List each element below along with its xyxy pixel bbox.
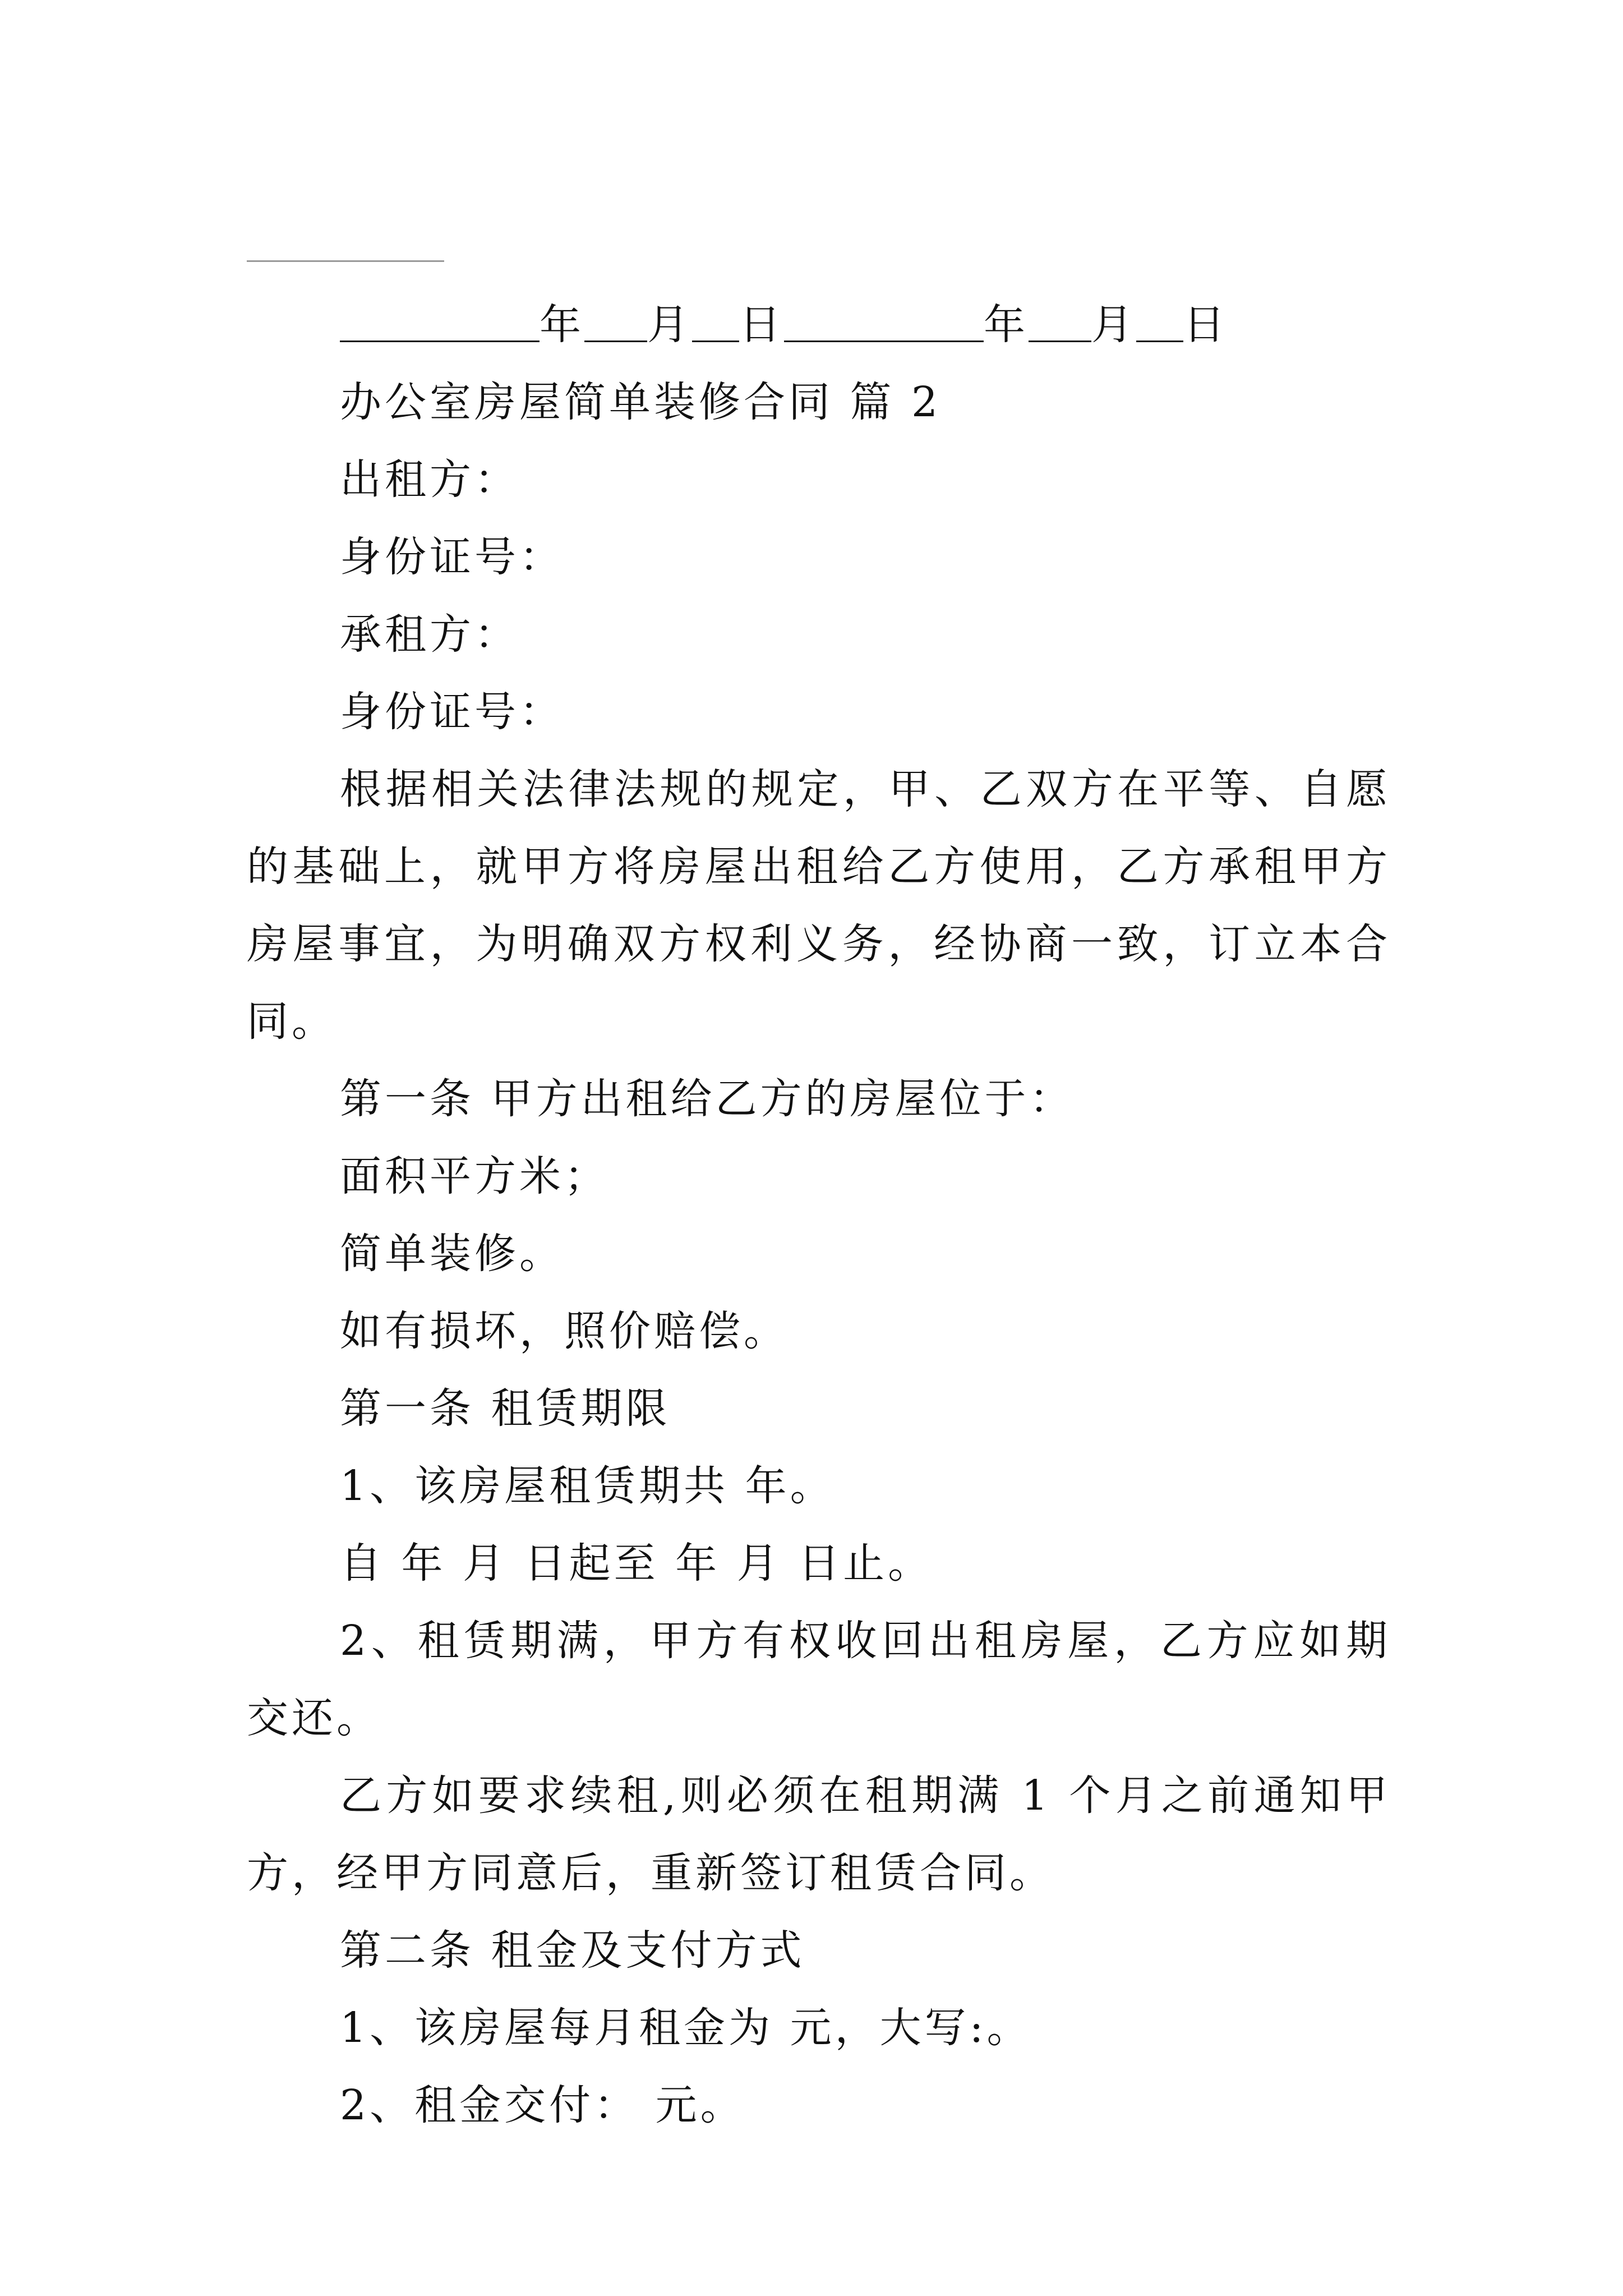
blank-line xyxy=(1029,299,1091,342)
article-2-title: 第二条 租金及支付方式 xyxy=(340,1926,805,1975)
blank-line xyxy=(692,299,739,342)
article-1-title: 第一条 甲方出租给乙方的房屋位于： xyxy=(340,1075,1075,1123)
month-label: 月 xyxy=(1091,301,1136,349)
term-dates-line: 自 年 月 日起至 年 月 日止。 xyxy=(340,1539,933,1588)
renewal-paragraph: 乙方如要求续租,则必须在租期满 1 个月之前通知甲方，经甲方同意后，重新签订租赁合同。 xyxy=(247,1772,1391,1897)
intro-paragraph: 根据相关法律法规的规定，甲、乙双方在平等、自愿的基础上，就甲方将房屋出租给乙方使用，乙方承租甲方房屋事宜，为明确双方权利义务，经协商一致，订立本合同。 xyxy=(247,765,1391,1046)
year-label: 年 xyxy=(540,301,584,349)
damage-line: 如有损坏，照价赔偿。 xyxy=(340,1307,789,1355)
month-label: 月 xyxy=(647,301,692,349)
decoration-line: 简单装修。 xyxy=(340,1230,564,1278)
lessor-id-line: 身份证号： xyxy=(340,533,564,581)
contract-body xyxy=(247,286,1391,2144)
lessee-line: 承租方： xyxy=(340,610,519,659)
lessor-line: 出租方： xyxy=(340,455,519,504)
year-label: 年 xyxy=(984,301,1029,349)
area-line: 面积平方米； xyxy=(340,1152,609,1200)
rent-clause-1: 1、该房屋每月租金为 元，大写:。 xyxy=(340,2004,1032,2052)
section-title: 办公室房屋简单装修合同 篇 2 xyxy=(340,378,942,426)
blank-line xyxy=(1136,299,1183,342)
blank-line xyxy=(340,299,540,342)
blank-line xyxy=(584,299,647,342)
term-clause-2: 2、租赁期满，甲方有权收回出租房屋，乙方应如期交还。 xyxy=(247,1617,1391,1742)
header-rule xyxy=(247,260,444,262)
rent-clause-2: 2、租金交付： 元。 xyxy=(340,2081,745,2129)
blank-line xyxy=(784,299,984,342)
day-label: 日 xyxy=(739,301,784,349)
date-row xyxy=(247,286,1391,364)
term-clause-1: 1、该房屋租赁期共 年。 xyxy=(340,1462,835,1510)
day-label: 日 xyxy=(1183,301,1228,349)
article-lease-term-title: 第一条 租赁期限 xyxy=(340,1384,671,1433)
lessee-id-line: 身份证号： xyxy=(340,688,564,736)
